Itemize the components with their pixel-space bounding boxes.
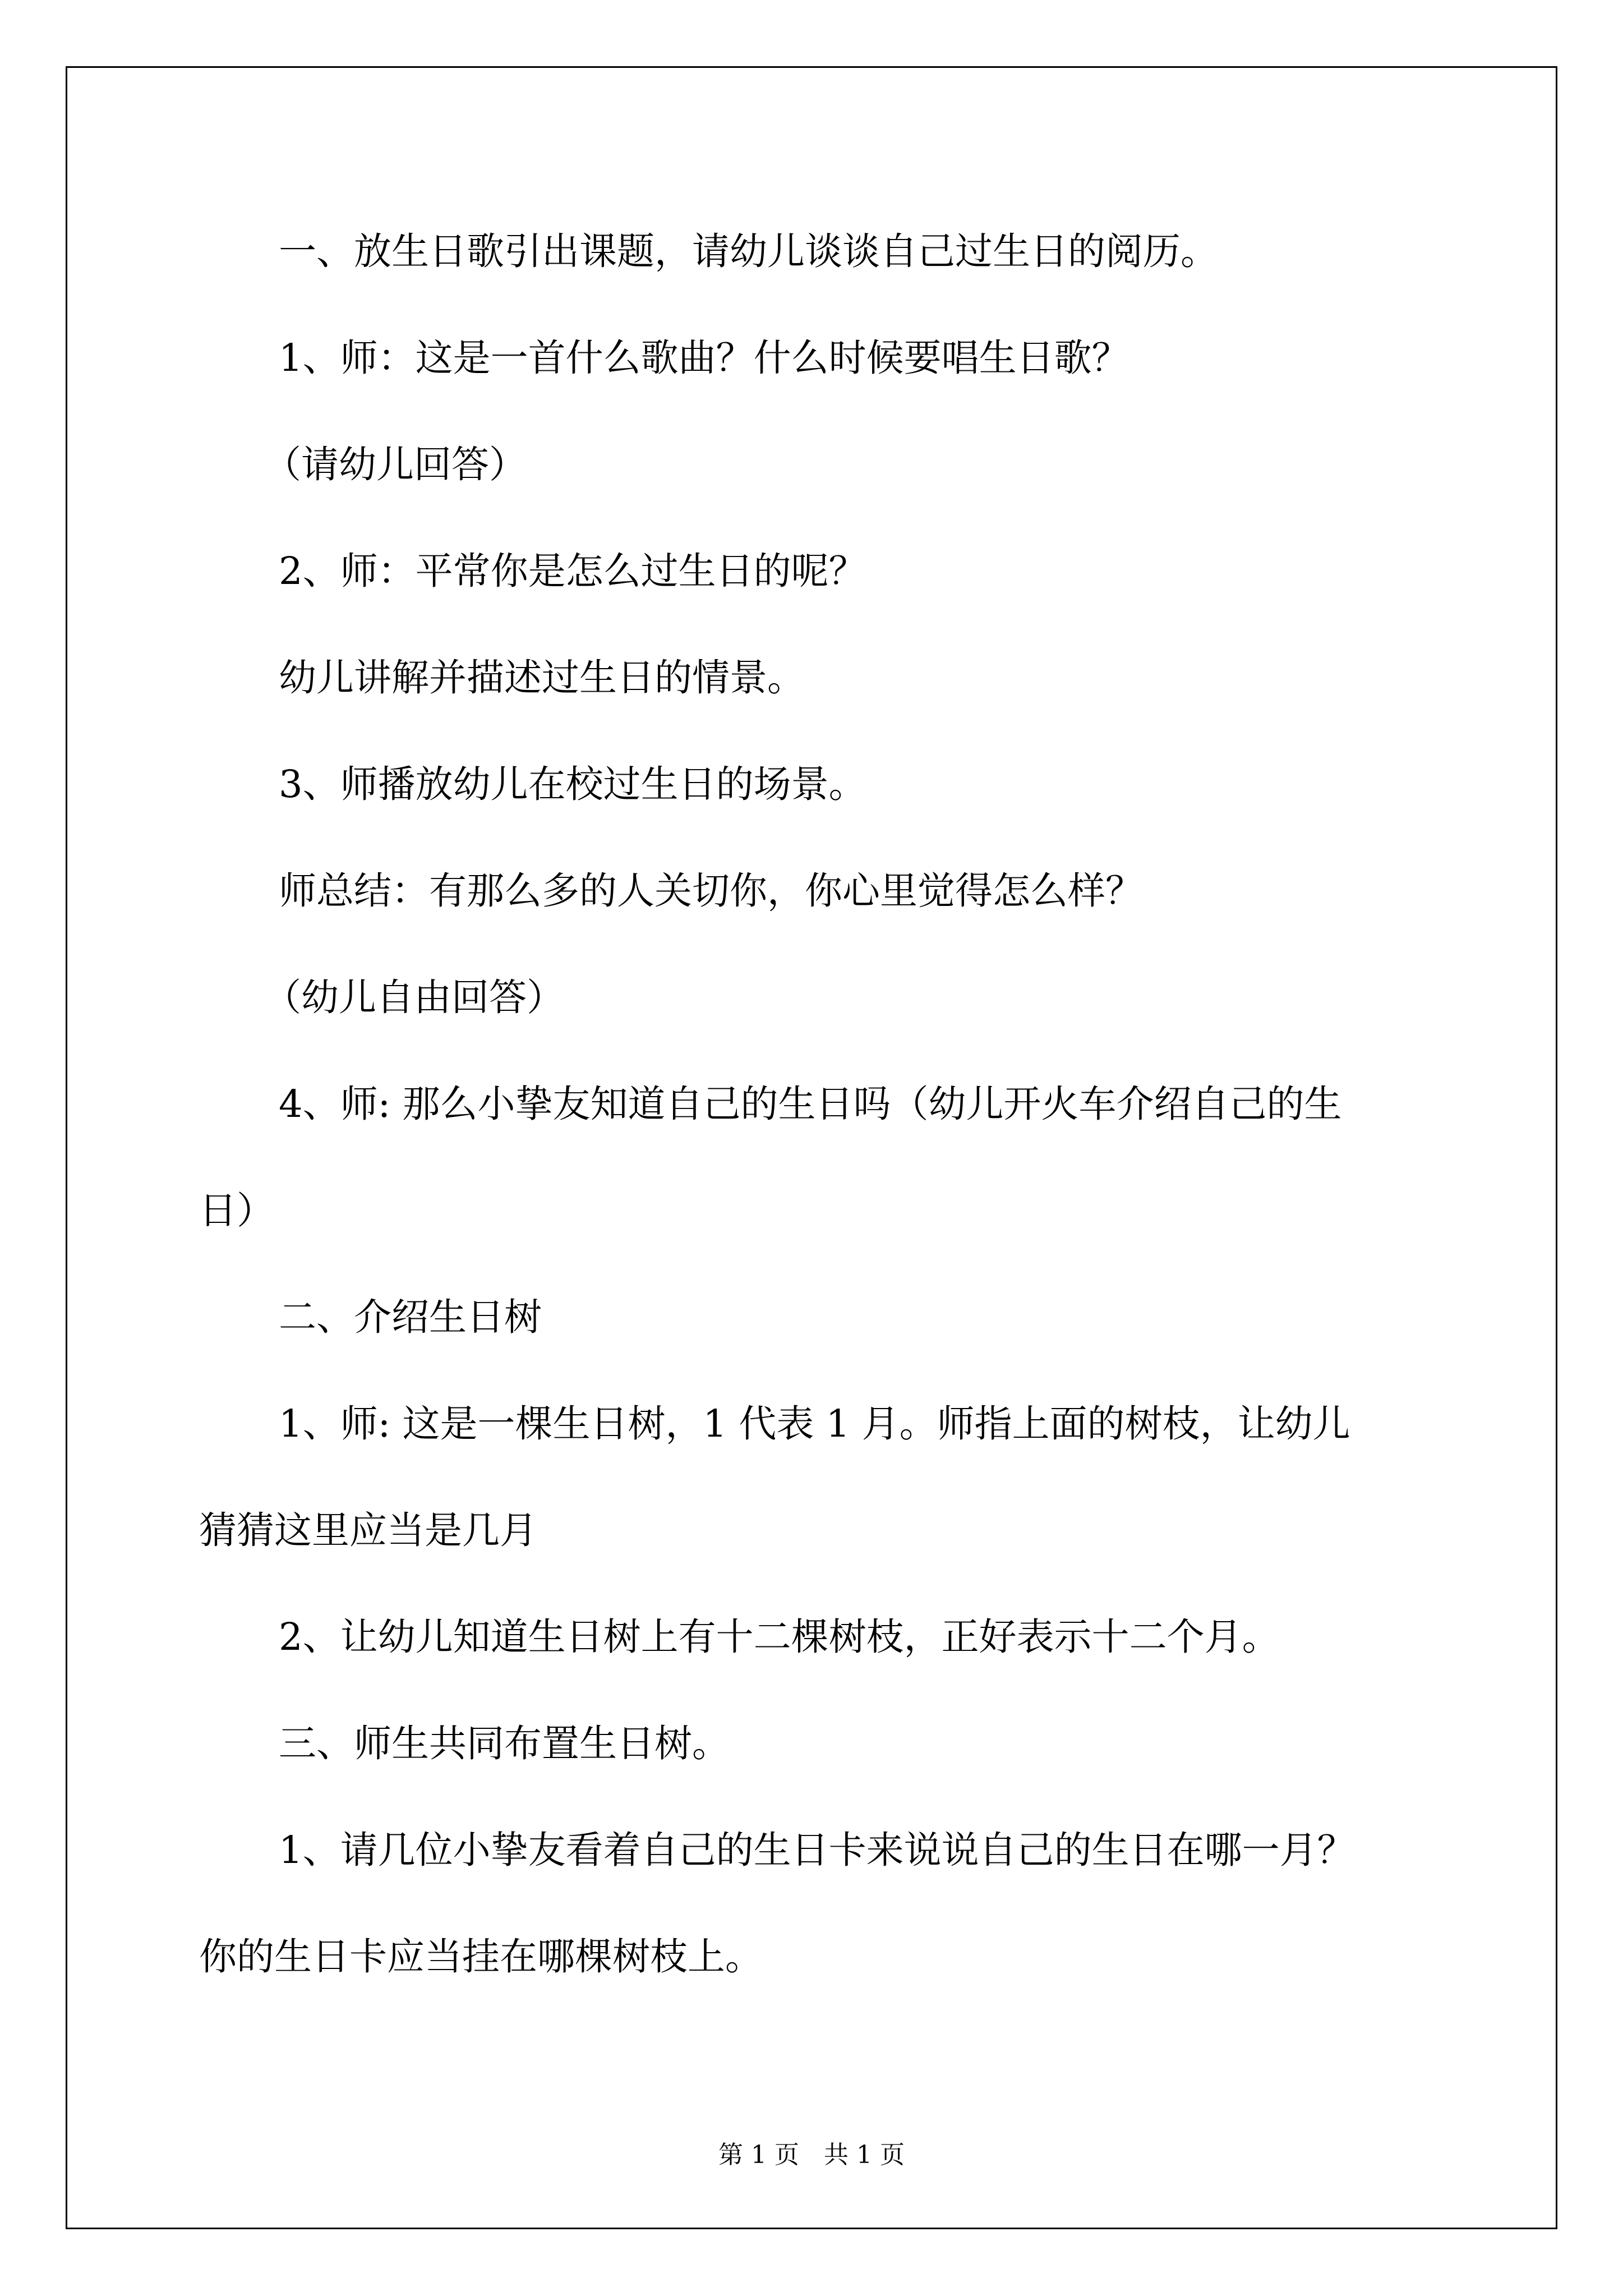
paragraph-line: 2、师：平常你是怎么过生日的呢？ xyxy=(279,549,866,593)
page-number-footer: 第 1 页 共 1 页 xyxy=(718,2141,905,2169)
paragraph-line: 4、师: 那么小挚友知道自己的生日吗（幼儿开火车介绍自己的生 xyxy=(279,1082,1342,1126)
paragraph-line: （请幼儿回答） xyxy=(264,443,527,486)
paragraph-line: 2、让幼儿知道生日树上有十二棵树枝，正好表示十二个月。 xyxy=(279,1615,1280,1659)
paragraph-line: 三、师生共同布置生日树。 xyxy=(279,1722,730,1765)
paragraph-line: 你的生日卡应当挂在哪棵树枝上。 xyxy=(199,1935,763,1978)
paragraph-line: 二、介绍生日树 xyxy=(279,1295,542,1339)
paragraph-line: 师总结：有那么多的人关切你，你心里觉得怎么样？ xyxy=(279,869,1143,913)
paragraph-line: 日） xyxy=(199,1189,274,1232)
paragraph-line: 幼儿讲解并描述过生日的情景。 xyxy=(279,656,805,700)
paragraph-line: 一、放生日歌引出课题，请幼儿谈谈自己过生日的阅历。 xyxy=(279,229,1218,273)
paragraph-line: （幼儿自由回答） xyxy=(264,976,564,1019)
paragraph-line: 1、师：这是一首什么歌曲？什么时候要唱生日歌？ xyxy=(279,336,1129,380)
paragraph-line: 1、请几位小挚友看着自己的生日卡来说说自己的生日在哪一月？ xyxy=(279,1828,1355,1872)
paragraph-line: 猜猜这里应当是几月 xyxy=(199,1508,537,1552)
paragraph-line: 3、师播放幼儿在校过生日的场景。 xyxy=(279,762,866,806)
paragraph-line: 1、师: 这是一棵生日树，1 代表 1 月。师指上面的树枝，让幼儿 xyxy=(279,1402,1350,1446)
